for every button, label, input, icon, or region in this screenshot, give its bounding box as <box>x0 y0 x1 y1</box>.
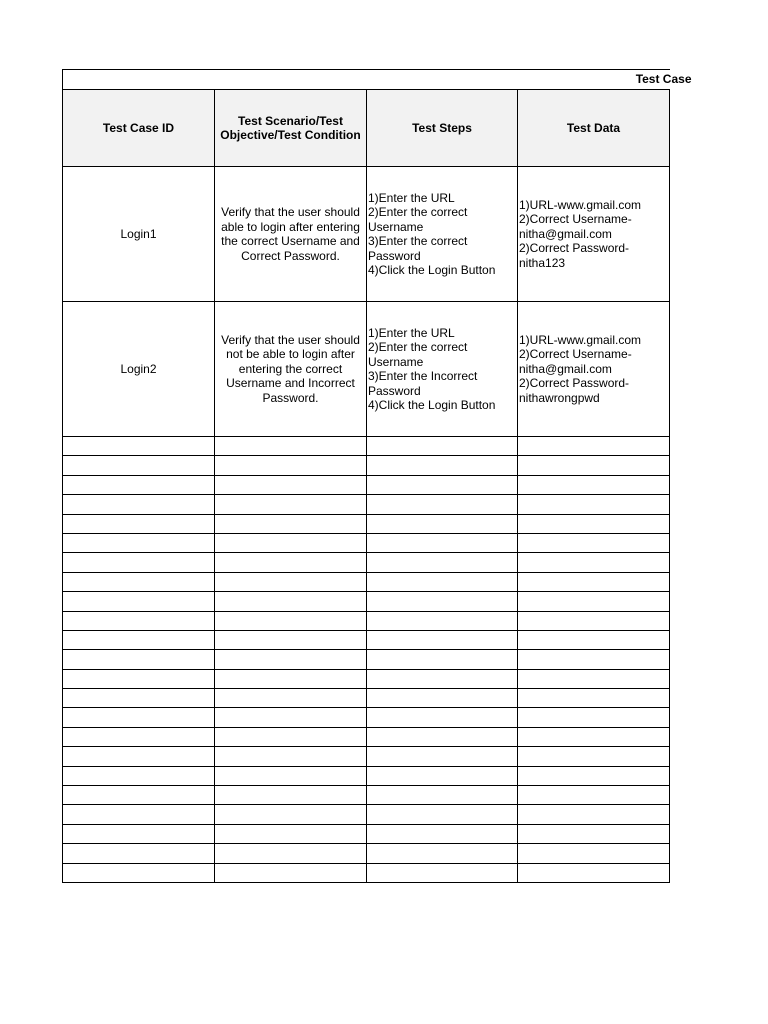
empty-row <box>63 844 670 863</box>
empty-cell[interactable] <box>518 437 670 456</box>
test-case-sheet <box>62 69 692 883</box>
empty-row <box>63 824 670 843</box>
empty-cell[interactable] <box>63 863 215 882</box>
empty-cell[interactable] <box>367 475 518 494</box>
step-line: 3)Enter the Incorrect Password <box>368 369 478 398</box>
empty-row <box>63 495 670 514</box>
empty-row <box>63 805 670 824</box>
empty-cell[interactable] <box>518 766 670 785</box>
test-case-id-cell[interactable]: Login2 <box>63 302 215 437</box>
empty-cell[interactable] <box>215 592 367 611</box>
header-test-data[interactable]: Test Data <box>518 90 670 167</box>
test-data-cell[interactable] <box>518 302 670 437</box>
empty-cell[interactable] <box>518 572 670 591</box>
empty-row <box>63 553 670 572</box>
empty-cell[interactable] <box>63 553 215 572</box>
empty-cell[interactable] <box>367 495 518 514</box>
empty-cell[interactable] <box>63 766 215 785</box>
empty-cell[interactable] <box>63 572 215 591</box>
test-scenario-cell[interactable]: Verify that the user should not be able to login after entering the correct Username and Incorrect Password. <box>215 302 367 437</box>
empty-cell[interactable] <box>518 495 670 514</box>
empty-row <box>63 611 670 630</box>
empty-cell[interactable] <box>367 727 518 746</box>
step-line: 1)Enter the URL <box>368 190 455 205</box>
empty-cell[interactable] <box>63 805 215 824</box>
empty-cell[interactable] <box>63 495 215 514</box>
empty-cell[interactable] <box>367 708 518 727</box>
empty-cell[interactable] <box>63 708 215 727</box>
step-line: 1)Enter the URL <box>368 325 455 340</box>
data-line: 2)Correct Username-nitha@gmail.com <box>519 347 632 376</box>
empty-cell[interactable] <box>215 805 367 824</box>
data-line: 2)Correct Password-nithawrongpwd <box>519 376 630 405</box>
step-line: 3)Enter the correct Password <box>368 234 468 263</box>
empty-row <box>63 533 670 552</box>
empty-cell[interactable] <box>215 514 367 533</box>
empty-cell[interactable] <box>367 456 518 475</box>
empty-cell[interactable] <box>63 533 215 552</box>
test-steps-cell[interactable] <box>367 302 518 437</box>
empty-row <box>63 572 670 591</box>
empty-cell[interactable] <box>63 475 215 494</box>
data-line: 1)URL-www.gmail.com <box>519 332 642 347</box>
empty-cell[interactable] <box>367 805 518 824</box>
empty-row <box>63 669 670 688</box>
empty-cell[interactable] <box>367 630 518 649</box>
empty-cell[interactable] <box>367 611 518 630</box>
test-steps-cell[interactable] <box>367 167 518 302</box>
empty-cell[interactable] <box>63 630 215 649</box>
empty-cell[interactable] <box>367 437 518 456</box>
empty-cell[interactable] <box>367 650 518 669</box>
empty-row <box>63 650 670 669</box>
empty-cell[interactable] <box>63 727 215 746</box>
empty-cell[interactable] <box>215 533 367 552</box>
empty-cell[interactable] <box>63 824 215 843</box>
empty-cell[interactable] <box>518 824 670 843</box>
empty-cell[interactable] <box>215 727 367 746</box>
empty-cell[interactable] <box>215 475 367 494</box>
sheet-title-cell[interactable] <box>63 70 692 90</box>
header-row <box>63 90 670 167</box>
empty-cell[interactable] <box>518 805 670 824</box>
test-data-cell[interactable] <box>518 167 670 302</box>
empty-cell[interactable] <box>367 514 518 533</box>
empty-cell[interactable] <box>63 437 215 456</box>
empty-cell[interactable] <box>215 495 367 514</box>
step-line: 2)Enter the correct Username <box>368 205 468 234</box>
empty-row <box>63 475 670 494</box>
empty-cell[interactable] <box>367 766 518 785</box>
empty-row <box>63 514 670 533</box>
empty-row <box>63 592 670 611</box>
empty-row <box>63 727 670 746</box>
empty-cell[interactable] <box>63 669 215 688</box>
data-line: 2)Correct Username-nitha@gmail.com <box>519 212 632 241</box>
empty-cell[interactable] <box>63 689 215 708</box>
empty-cell[interactable] <box>63 747 215 766</box>
empty-cell[interactable] <box>215 630 367 649</box>
step-line: 2)Enter the correct Username <box>368 340 468 369</box>
empty-cell[interactable] <box>215 863 367 882</box>
empty-cell[interactable] <box>63 786 215 805</box>
empty-row <box>63 786 670 805</box>
empty-cell[interactable] <box>518 592 670 611</box>
empty-cell[interactable] <box>215 747 367 766</box>
empty-row <box>63 863 670 882</box>
empty-cell[interactable] <box>215 650 367 669</box>
data-line: 2)Correct Password-nitha123 <box>519 241 630 270</box>
empty-cell[interactable] <box>367 863 518 882</box>
empty-row <box>63 747 670 766</box>
empty-row <box>63 437 670 456</box>
test-case-id-cell[interactable]: Login1 <box>63 167 215 302</box>
empty-cell[interactable] <box>215 437 367 456</box>
empty-cell[interactable] <box>518 727 670 746</box>
empty-cell[interactable] <box>518 708 670 727</box>
empty-cell[interactable] <box>518 669 670 688</box>
title-row <box>63 70 670 90</box>
empty-cell[interactable] <box>518 456 670 475</box>
empty-cell[interactable] <box>215 786 367 805</box>
empty-cell[interactable] <box>215 844 367 863</box>
empty-cell[interactable] <box>518 786 670 805</box>
empty-cell[interactable] <box>215 689 367 708</box>
table-row <box>63 167 670 302</box>
header-test-scenario[interactable]: Test Scenario/Test Objective/Test Condition <box>215 90 367 167</box>
empty-cell[interactable] <box>367 592 518 611</box>
empty-cell[interactable] <box>518 514 670 533</box>
empty-row <box>63 630 670 649</box>
empty-row <box>63 689 670 708</box>
empty-cell[interactable] <box>63 650 215 669</box>
empty-cell[interactable] <box>367 669 518 688</box>
empty-cell[interactable] <box>215 824 367 843</box>
empty-cell[interactable] <box>215 572 367 591</box>
empty-cell[interactable] <box>367 747 518 766</box>
empty-cell[interactable] <box>215 708 367 727</box>
empty-cell[interactable] <box>63 456 215 475</box>
step-line: 4)Click the Login Button <box>368 263 496 277</box>
empty-row <box>63 456 670 475</box>
empty-cell[interactable] <box>63 844 215 863</box>
empty-cell[interactable] <box>518 650 670 669</box>
empty-cell[interactable] <box>518 844 670 863</box>
empty-cell[interactable] <box>215 669 367 688</box>
empty-cell[interactable] <box>367 844 518 863</box>
test-scenario-cell[interactable]: Verify that the user should able to login after entering the correct Username and Correct Password. <box>215 167 367 302</box>
empty-cell[interactable] <box>518 747 670 766</box>
empty-cell[interactable] <box>367 533 518 552</box>
table-row <box>63 302 670 437</box>
data-line: 1)URL-www.gmail.com <box>519 197 642 212</box>
empty-cell[interactable] <box>518 630 670 649</box>
empty-cell[interactable] <box>518 863 670 882</box>
empty-row <box>63 766 670 785</box>
empty-cell[interactable] <box>367 689 518 708</box>
empty-cell[interactable] <box>367 824 518 843</box>
empty-cell[interactable] <box>63 611 215 630</box>
sheet-title: Test Case <box>635 72 692 87</box>
empty-cell[interactable] <box>367 786 518 805</box>
empty-cell[interactable] <box>518 553 670 572</box>
step-line: 4)Click the Login Button <box>368 398 496 412</box>
empty-cell[interactable] <box>215 766 367 785</box>
empty-cell[interactable] <box>215 611 367 630</box>
empty-cell[interactable] <box>518 689 670 708</box>
empty-cell[interactable] <box>518 611 670 630</box>
empty-cell[interactable] <box>518 533 670 552</box>
empty-cell[interactable] <box>215 553 367 572</box>
header-test-case-id[interactable]: Test Case ID <box>63 90 215 167</box>
empty-cell[interactable] <box>367 553 518 572</box>
empty-cell[interactable] <box>215 456 367 475</box>
empty-row <box>63 708 670 727</box>
empty-cell[interactable] <box>367 572 518 591</box>
empty-cell[interactable] <box>63 514 215 533</box>
empty-cell[interactable] <box>518 475 670 494</box>
empty-cell[interactable] <box>63 592 215 611</box>
header-test-steps[interactable]: Test Steps <box>367 90 518 167</box>
